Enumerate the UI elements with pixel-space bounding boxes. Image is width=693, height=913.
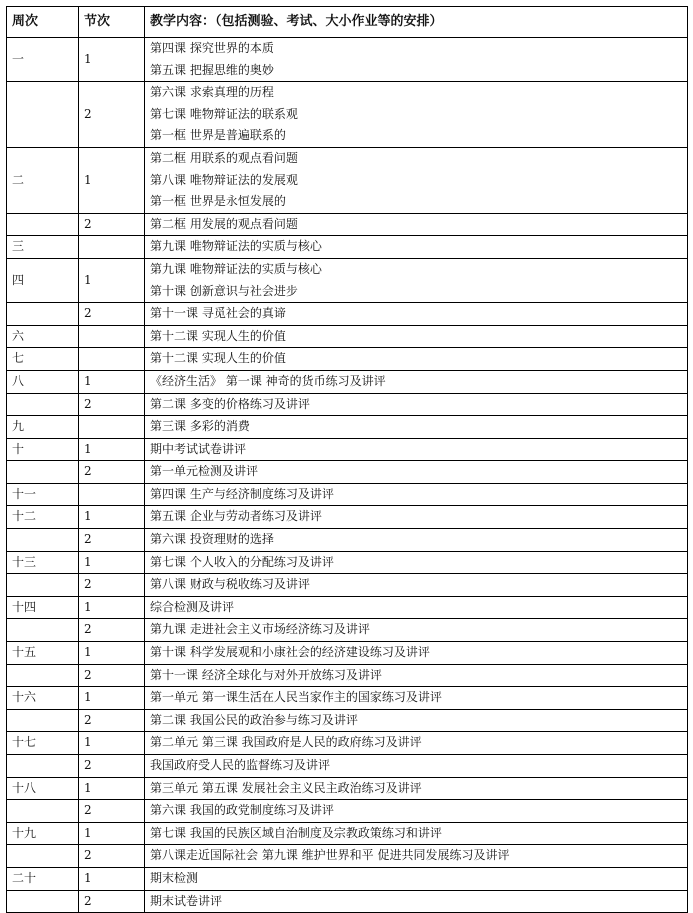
session-cell: 1 (79, 438, 145, 461)
week-cell: 七 (7, 348, 79, 371)
week-cell (7, 461, 79, 484)
content-cell (145, 236, 688, 259)
header-row (7, 7, 688, 38)
table-row (7, 393, 688, 416)
content-cell (145, 551, 688, 574)
week-cell: 十 (7, 438, 79, 461)
content-cell (145, 822, 688, 845)
content-line: 第十一课 经济全球化与对外开放练习及讲评 (150, 667, 382, 682)
session-cell: 1 (79, 822, 145, 845)
content-line: 第九课 唯物辩证法的实质与核心 (150, 239, 322, 254)
table-row (7, 38, 688, 82)
week-cell (7, 303, 79, 326)
table-row (7, 867, 688, 890)
content-cell (145, 755, 688, 778)
content-cell (145, 438, 688, 461)
content-cell (145, 325, 688, 348)
week-cell (7, 574, 79, 597)
table-row (7, 438, 688, 461)
week-cell: 八 (7, 370, 79, 393)
session-cell: 2 (79, 619, 145, 642)
content-cell (145, 574, 688, 597)
content-cell (145, 258, 688, 302)
table-row (7, 416, 688, 439)
content-line: 第一单元检测及讲评 (150, 464, 259, 479)
table-row (7, 258, 688, 302)
content-cell (145, 709, 688, 732)
content-cell (145, 732, 688, 755)
table-row (7, 596, 688, 619)
content-line: 第六课 求索真理的历程 (150, 85, 274, 100)
table-row (7, 709, 688, 732)
content-cell (145, 777, 688, 800)
table-row (7, 461, 688, 484)
table-row (7, 483, 688, 506)
content-cell (145, 867, 688, 890)
session-cell (79, 325, 145, 348)
table-row (7, 664, 688, 687)
table-row (7, 147, 688, 213)
week-cell (7, 619, 79, 642)
session-cell: 2 (79, 393, 145, 416)
session-cell (79, 416, 145, 439)
content-line: 第二课 我国公民的政治参与练习及讲评 (150, 712, 358, 727)
content-line: 第九课 走进社会主义市场经济练习及讲评 (150, 622, 370, 637)
content-column-header: 教学内容：（包括测验、考试、大小作业等的安排） (145, 7, 688, 38)
table-row (7, 529, 688, 552)
session-cell: 1 (79, 867, 145, 890)
week-cell: 十二 (7, 506, 79, 529)
week-cell (7, 890, 79, 913)
content-line: 期末检测 (150, 870, 199, 885)
content-cell (145, 529, 688, 552)
table-row (7, 574, 688, 597)
content-cell (145, 596, 688, 619)
week-column-header: 周次 (7, 7, 79, 38)
content-cell (145, 147, 688, 213)
content-line: 第二单元 第三课 我国政府是人民的政府练习及讲评 (150, 735, 422, 750)
content-cell (145, 642, 688, 665)
content-cell (145, 370, 688, 393)
session-cell: 1 (79, 596, 145, 619)
week-cell: 六 (7, 325, 79, 348)
content-line: 第八课走近国际社会 第九课 维护世界和平 促进共同发展练习及讲评 (150, 848, 510, 863)
table-row (7, 348, 688, 371)
content-cell (145, 82, 688, 148)
table-row (7, 732, 688, 755)
week-cell: 三 (7, 236, 79, 259)
content-line: 第三课 多彩的消费 (150, 419, 250, 434)
session-cell: 2 (79, 890, 145, 913)
content-cell (145, 506, 688, 529)
content-cell (145, 213, 688, 236)
content-cell (145, 461, 688, 484)
session-cell (79, 236, 145, 259)
table-row (7, 551, 688, 574)
session-cell: 1 (79, 258, 145, 302)
session-cell: 1 (79, 687, 145, 710)
content-line: 第一框 世界是永恒发展的 (150, 194, 286, 209)
content-line: 第八课 财政与税收练习及讲评 (150, 577, 310, 592)
content-line: 第一单元 第一课生活在人民当家作主的国家练习及讲评 (150, 690, 442, 705)
content-line: 第四课 探究世界的本质 (150, 41, 274, 55)
content-line: 第三单元 第五课 发展社会主义民主政治练习及讲评 (150, 780, 422, 795)
content-cell (145, 303, 688, 326)
table-row (7, 236, 688, 259)
content-line: 第二框 用发展的观点看问题 (150, 216, 298, 231)
week-cell (7, 529, 79, 552)
table-row (7, 82, 688, 148)
content-line: 第一框 世界是普遍联系的 (150, 128, 286, 143)
session-column-header: 节次 (79, 7, 145, 38)
session-cell: 1 (79, 38, 145, 82)
content-cell (145, 348, 688, 371)
session-cell: 1 (79, 506, 145, 529)
session-cell: 2 (79, 529, 145, 552)
session-cell: 1 (79, 370, 145, 393)
table-row (7, 687, 688, 710)
content-cell (145, 416, 688, 439)
week-cell: 十一 (7, 483, 79, 506)
week-cell: 二 (7, 147, 79, 213)
content-line: 第五课 企业与劳动者练习及讲评 (150, 509, 322, 524)
teaching-schedule-table (6, 6, 688, 913)
content-line: 第七课 个人收入的分配练习及讲评 (150, 554, 334, 569)
table-row (7, 303, 688, 326)
content-line: 第二课 多变的价格练习及讲评 (150, 396, 310, 411)
content-cell (145, 845, 688, 868)
session-cell: 1 (79, 147, 145, 213)
week-cell: 一 (7, 38, 79, 82)
week-cell: 十三 (7, 551, 79, 574)
week-cell: 十五 (7, 642, 79, 665)
session-cell: 1 (79, 732, 145, 755)
content-line: 第六课 我国的政党制度练习及讲评 (150, 803, 334, 818)
week-cell (7, 709, 79, 732)
session-cell: 2 (79, 800, 145, 823)
content-cell (145, 619, 688, 642)
content-line: 第八课 唯物辩证法的发展观 (150, 172, 298, 187)
session-cell: 1 (79, 551, 145, 574)
table-row (7, 642, 688, 665)
content-line: 第七课 我国的民族区域自治制度及宗教政策练习和讲评 (150, 825, 442, 840)
content-line: 期末试卷讲评 (150, 893, 223, 908)
session-cell: 1 (79, 642, 145, 665)
session-cell (79, 348, 145, 371)
content-cell (145, 890, 688, 913)
content-cell (145, 800, 688, 823)
week-cell (7, 845, 79, 868)
table-row (7, 213, 688, 236)
content-line: 第十课 创新意识与社会进步 (150, 283, 298, 298)
table-row (7, 800, 688, 823)
session-cell: 2 (79, 664, 145, 687)
week-cell: 九 (7, 416, 79, 439)
session-cell: 2 (79, 755, 145, 778)
content-cell (145, 664, 688, 687)
table-row (7, 325, 688, 348)
content-cell (145, 393, 688, 416)
week-cell: 二十 (7, 867, 79, 890)
content-line: 期中考试试卷讲评 (150, 441, 247, 456)
table-row (7, 619, 688, 642)
content-line: 第六课 投资理财的选择 (150, 532, 274, 547)
content-line: 第四课 生产与经济制度练习及讲评 (150, 486, 334, 501)
table-row (7, 506, 688, 529)
week-cell: 四 (7, 258, 79, 302)
week-cell: 十九 (7, 822, 79, 845)
table-row (7, 370, 688, 393)
content-line: 综合检测及讲评 (150, 599, 235, 614)
content-line: 第二框 用联系的观点看问题 (150, 150, 298, 165)
content-line: 第五课 把握思维的奥妙 (150, 62, 274, 77)
schedule-body (7, 38, 688, 913)
session-cell: 2 (79, 845, 145, 868)
table-row (7, 822, 688, 845)
content-line: 《经济生活》 第一课 神奇的货币练习及讲评 (150, 373, 386, 388)
content-line: 第十课 科学发展观和小康社会的经济建设练习及讲评 (150, 645, 430, 660)
table-row (7, 845, 688, 868)
session-cell: 2 (79, 213, 145, 236)
session-cell (79, 483, 145, 506)
content-cell (145, 687, 688, 710)
content-cell (145, 38, 688, 82)
week-cell (7, 664, 79, 687)
session-cell: 2 (79, 709, 145, 732)
week-cell (7, 755, 79, 778)
content-line: 第十二课 实现人生的价值 (150, 351, 286, 366)
content-line: 第七课 唯物辩证法的联系观 (150, 106, 298, 121)
week-cell: 十六 (7, 687, 79, 710)
content-line: 第十二课 实现人生的价值 (150, 328, 286, 343)
session-cell: 1 (79, 777, 145, 800)
content-line: 第十一课 寻觅社会的真谛 (150, 306, 286, 321)
content-line: 第九课 唯物辩证法的实质与核心 (150, 261, 322, 276)
table-row (7, 777, 688, 800)
week-cell (7, 800, 79, 823)
session-cell: 2 (79, 303, 145, 326)
session-cell: 2 (79, 461, 145, 484)
session-cell: 2 (79, 82, 145, 148)
week-cell: 十四 (7, 596, 79, 619)
week-cell (7, 82, 79, 148)
week-cell (7, 393, 79, 416)
week-cell: 十八 (7, 777, 79, 800)
content-cell (145, 483, 688, 506)
session-cell: 2 (79, 574, 145, 597)
week-cell: 十七 (7, 732, 79, 755)
content-line: 我国政府受人民的监督练习及讲评 (150, 758, 331, 772)
week-cell (7, 213, 79, 236)
table-row (7, 755, 688, 778)
table-row (7, 890, 688, 913)
